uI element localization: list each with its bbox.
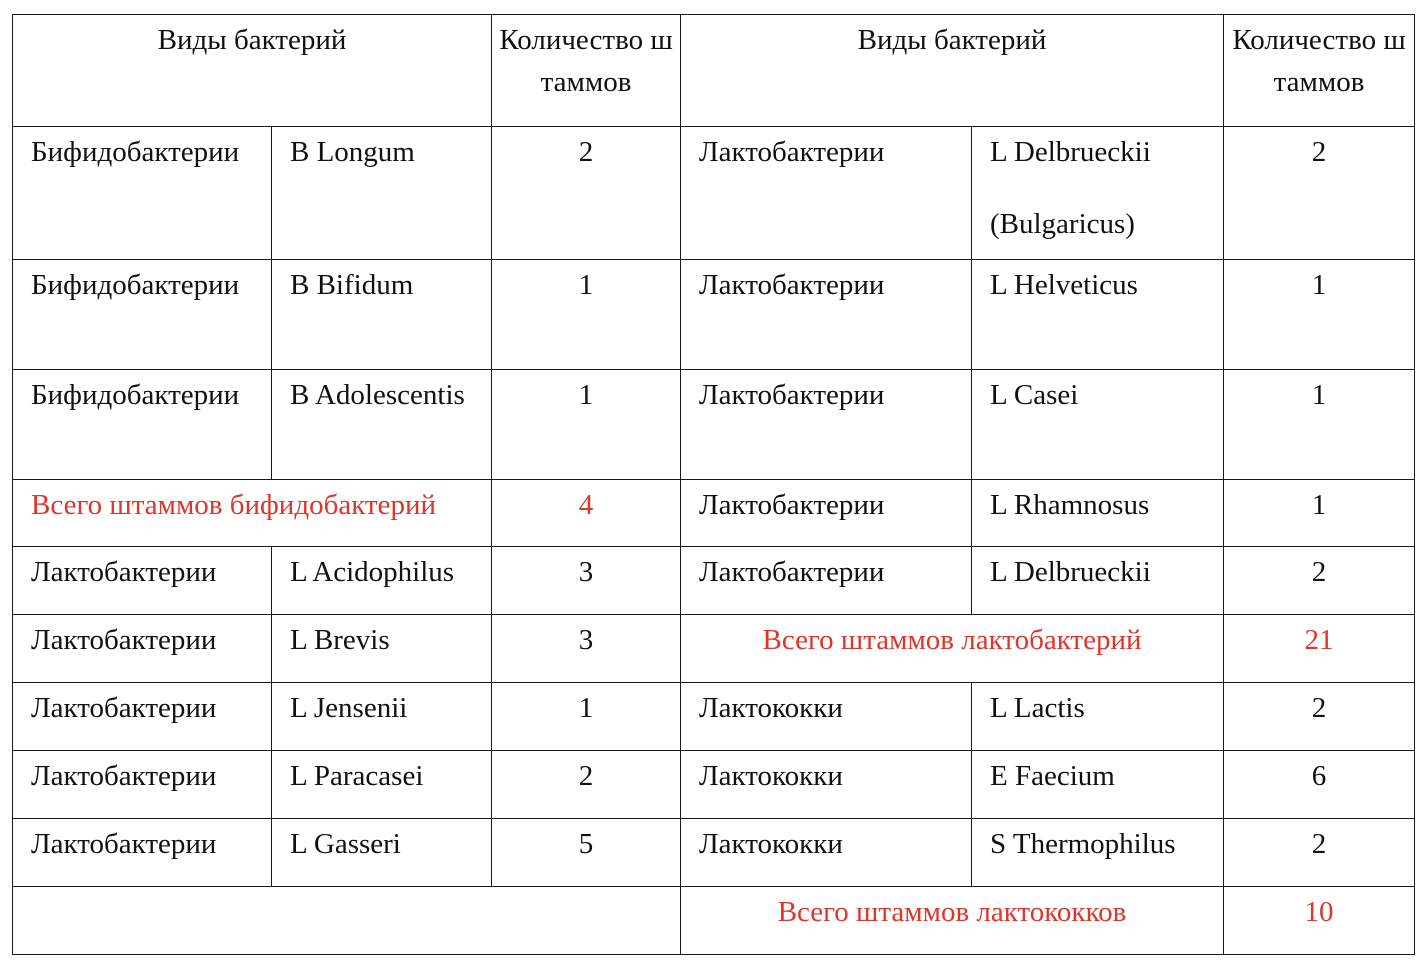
header-left-count: Количество штаммов [492, 15, 681, 127]
species-cell: S Thermophilus [972, 819, 1224, 887]
table-row [13, 683, 1415, 751]
genus-cell: Лактобактерии [13, 751, 272, 819]
count-cell: 1 [1224, 260, 1415, 370]
genus-cell: Лактококки [681, 819, 972, 887]
genus-cell: Лактобактерии [13, 683, 272, 751]
species-cell: L Acidophilus [272, 547, 492, 615]
lacto-total-label: Всего штаммов лактобактерий [681, 615, 1224, 683]
table-row [13, 127, 1415, 260]
count-cell: 2 [1224, 819, 1415, 887]
header-right-count: Количество штаммов [1224, 15, 1415, 127]
count-cell: 2 [1224, 127, 1415, 260]
count-cell: 1 [492, 683, 681, 751]
count-cell: 1 [1224, 480, 1415, 547]
genus-cell: Лактобактерии [13, 615, 272, 683]
table-row [13, 887, 1415, 955]
genus-cell: Бифидобактерии [13, 370, 272, 480]
species-cell: L Lactis [972, 683, 1224, 751]
genus-cell: Бифидобактерии [13, 127, 272, 260]
species-cell: B Adolescentis [272, 370, 492, 480]
count-cell: 3 [492, 547, 681, 615]
lacto-total-count: 21 [1224, 615, 1415, 683]
header-right-species: Виды бактерий [681, 15, 1224, 127]
bifido-total-count: 4 [492, 480, 681, 547]
genus-cell: Лактобактерии [13, 819, 272, 887]
count-cell: 2 [492, 751, 681, 819]
count-cell: 5 [492, 819, 681, 887]
species-cell: L Delbrueckii [972, 547, 1224, 615]
table-row [13, 547, 1415, 615]
header-left-species: Виды бактерий [13, 15, 492, 127]
species-cell: L Rhamnosus [972, 480, 1224, 547]
count-cell: 3 [492, 615, 681, 683]
genus-cell: Лактобактерии [681, 127, 972, 260]
count-cell: 1 [1224, 370, 1415, 480]
genus-cell: Лактобактерии [681, 547, 972, 615]
table-row [13, 260, 1415, 370]
count-cell: 1 [492, 370, 681, 480]
empty-cell [13, 887, 681, 955]
count-cell: 6 [1224, 751, 1415, 819]
genus-cell: Лактобактерии [681, 260, 972, 370]
count-cell: 1 [492, 260, 681, 370]
species-cell: L Gasseri [272, 819, 492, 887]
table-row [13, 819, 1415, 887]
bacteria-strains-table [12, 14, 1415, 955]
count-cell: 2 [1224, 683, 1415, 751]
count-cell: 2 [1224, 547, 1415, 615]
table-row [13, 615, 1415, 683]
table-row [13, 751, 1415, 819]
species-cell: B Bifidum [272, 260, 492, 370]
species-line: (Bulgaricus) [990, 208, 1135, 240]
species-cell: E Faecium [972, 751, 1224, 819]
species-cell: B Longum [272, 127, 492, 260]
count-cell: 2 [492, 127, 681, 260]
lactococci-total-count: 10 [1224, 887, 1415, 955]
header-row [13, 15, 1415, 127]
genus-cell: Лактококки [681, 751, 972, 819]
bifido-total-label: Всего штаммов бифидобактерий [13, 480, 492, 547]
species-line: L Delbrueckii [990, 136, 1151, 168]
species-cell: L Paracasei [272, 751, 492, 819]
species-cell [972, 127, 1224, 260]
genus-cell: Лактобактерии [13, 547, 272, 615]
genus-cell: Лактобактерии [681, 480, 972, 547]
lactococci-total-label: Всего штаммов лактококков [681, 887, 1224, 955]
table-row [13, 480, 1415, 547]
species-cell: L Helveticus [972, 260, 1224, 370]
species-cell: L Casei [972, 370, 1224, 480]
genus-cell: Лактококки [681, 683, 972, 751]
table-row [13, 370, 1415, 480]
genus-cell: Лактобактерии [681, 370, 972, 480]
species-cell: L Jensenii [272, 683, 492, 751]
species-cell: L Brevis [272, 615, 492, 683]
genus-cell: Бифидобактерии [13, 260, 272, 370]
